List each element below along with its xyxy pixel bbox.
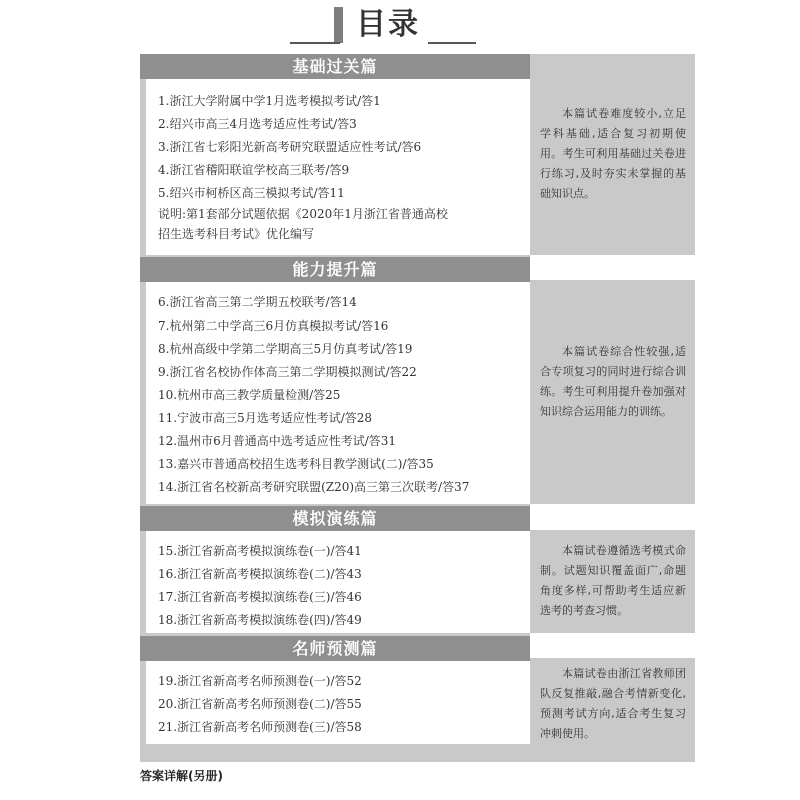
- section-heading-basic: 基础过关篇: [140, 54, 530, 79]
- section-list-forecast: [146, 661, 530, 744]
- toc-item[interactable]: 17.浙江省新高考模拟演练卷(三)/答46: [158, 590, 362, 604]
- toc-item[interactable]: 5.绍兴市柯桥区高三模拟考试/答11: [158, 186, 345, 200]
- toc-item[interactable]: 21.浙江省新高考名师预测卷(三)/答58: [158, 720, 362, 734]
- section-description-basic: 本篇试卷难度较小,立足学科基础,适合复习初期使用。考生可利用基础过关卷进行练习,及时夯实未掌握的基础知识点。: [530, 54, 695, 255]
- page-header: [0, 0, 800, 50]
- toc-item[interactable]: 7.杭州第二中学高三6月仿真模拟考试/答16: [158, 319, 389, 333]
- toc-item[interactable]: 19.浙江省新高考名师预测卷(一)/答52: [158, 674, 362, 688]
- toc-item[interactable]: 10.杭州市高三教学质量检测/答25: [158, 388, 341, 402]
- toc-item[interactable]: 4.浙江省稽阳联谊学校高三联考/答9: [158, 163, 350, 177]
- section-list-ability: [146, 282, 530, 504]
- toc-item[interactable]: 2.绍兴市高三4月选考适应性考试/答3: [158, 117, 357, 131]
- toc-item[interactable]: 13.嘉兴市普通高校招生选考科目教学测试(二)/答35: [158, 457, 434, 471]
- toc-item[interactable]: 12.温州市6月普通高中选考适应性考试/答31: [158, 434, 397, 448]
- title-underline-right: [428, 42, 476, 44]
- section-list-practice: [146, 531, 530, 633]
- toc-item[interactable]: 15.浙江省新高考模拟演练卷(一)/答41: [158, 544, 362, 558]
- toc-item[interactable]: 6.浙江省高三第二学期五校联考/答14: [158, 295, 357, 309]
- description-gap: [530, 633, 695, 658]
- section-note-line: 说明:第1套部分试题依据《2020年1月浙江省普通高校: [158, 207, 448, 221]
- description-gap: [530, 255, 695, 280]
- toc-item[interactable]: 11.宁波市高三5月选考适应性考试/答28: [158, 411, 373, 425]
- section-list-basic: [146, 79, 530, 255]
- toc-item[interactable]: 14.浙江省名校新高考研究联盟(Z20)高三第三次联考/答37: [158, 480, 470, 494]
- section-description-practice: 本篇试卷遵循选考模式命制。试题知识覆盖面广,命题角度多样,可帮助考生适应新选考的考查习惯。: [530, 530, 695, 633]
- section-description-ability: 本篇试卷综合性较强,适合专项复习的同时进行综合训练。考生可利用提升卷加强对知识综合运用能力的训练。: [530, 280, 695, 504]
- section-note-line: 招生选考科目考试》优化编写: [158, 227, 315, 241]
- toc-item[interactable]: 8.杭州高级中学第二学期高三5月仿真考试/答19: [158, 342, 413, 356]
- section-description-forecast: 本篇试卷由浙江省教师团队反复推敲,融合考情新变化,预测考试方向,适合考生复习冲刺使用。: [530, 658, 695, 762]
- section-heading-practice: 模拟演练篇: [140, 506, 530, 531]
- toc-item[interactable]: 9.浙江省名校协作体高三第二学期模拟测试/答22: [158, 365, 417, 379]
- toc-item[interactable]: 3.浙江省七彩阳光新高考研究联盟适应性考试/答6: [158, 140, 422, 154]
- toc-item[interactable]: 20.浙江省新高考名师预测卷(二)/答55: [158, 697, 362, 711]
- title-underline-left: [290, 42, 340, 44]
- answer-note: 答案详解(另册): [140, 769, 223, 783]
- toc-item[interactable]: 16.浙江省新高考模拟演练卷(二)/答43: [158, 567, 362, 581]
- toc-item[interactable]: 18.浙江省新高考模拟演练卷(四)/答49: [158, 613, 362, 627]
- section-heading-forecast: 名师预测篇: [140, 636, 530, 661]
- section-heading-ability: 能力提升篇: [140, 257, 530, 282]
- toc-item[interactable]: 1.浙江大学附属中学1月选考模拟考试/答1: [158, 94, 381, 108]
- description-gap: [530, 504, 695, 530]
- page-title: 目录: [356, 7, 420, 42]
- title-accent-bar: [334, 7, 343, 43]
